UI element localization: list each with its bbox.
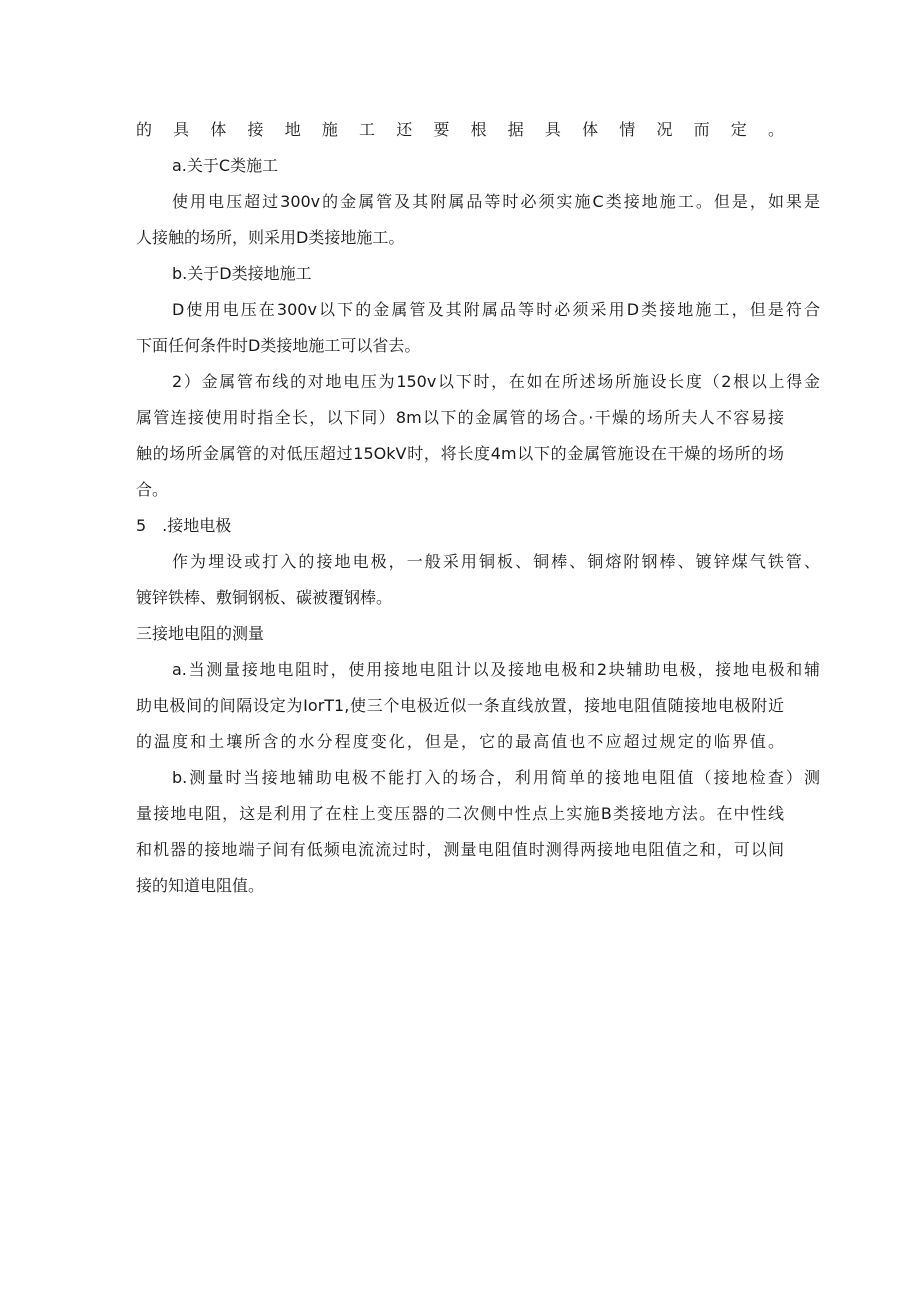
paragraph-c-class-line-2: 人接触的场所，则采用D类接地施工。 bbox=[136, 228, 405, 247]
paragraph-electrode-line-1: 作为埋设或打入的接地电极，一般采用铜板、铜棒、铜熔附钢棒、镀锌煤气铁管、 bbox=[172, 552, 820, 571]
paragraph-measurement-b-line-4: 接的知道电阻值。 bbox=[136, 876, 265, 895]
paragraph-measurement-a-line-2: 助电极间的间隔设定为IorT1,使三个电极近似一条直线放置，接地电阻值随接地电极附近 bbox=[136, 696, 784, 715]
paragraph-conduit-line-3: 触的场所金属管的对低压超过15OkV时，将长度4m以下的金属管施设在干燥的场所的场 bbox=[136, 444, 784, 463]
paragraph-continuation: 的具体接地施工还要根据具体情况而定。 bbox=[136, 120, 784, 139]
subheading-d-class: b.关于D类接地施工 bbox=[172, 264, 312, 283]
section-heading-electrode: 5 .接地电极 bbox=[136, 516, 232, 535]
paragraph-d-class-line-1: D使用电压在300v以下的金属管及其附属品等时必须采用D类接地施工，但是符合 bbox=[172, 300, 820, 319]
paragraph-measurement-a-line-1: a.当测量接地电阻时，使用接地电阻计以及接地电极和2块辅助电极，接地电极和辅 bbox=[172, 660, 820, 679]
paragraph-electrode-line-2: 镀锌铁棒、敷铜钢板、碳被覆钢棒。 bbox=[136, 588, 393, 607]
paragraph-measurement-a-line-3: 的温度和土壤所含的水分程度变化，但是，它的最高值也不应超过规定的临界值。 bbox=[136, 732, 784, 751]
section-heading-measurement: 三接地电阻的测量 bbox=[136, 624, 265, 643]
paragraph-measurement-b-line-2: 量接地电阻，这是利用了在柱上变压器的二次侧中性点上实施B类接地方法。在中性线 bbox=[136, 804, 784, 823]
paragraph-conduit-line-4: 合。 bbox=[136, 480, 169, 499]
paragraph-c-class-line-1: 使用电压超过300v的金属管及其附属品等时必须实施C类接地施工。但是，如果是 bbox=[172, 192, 820, 211]
paragraph-measurement-b-line-1: b.测量时当接地辅助电极不能打入的场合，利用简单的接地电阻值（接地检查）测 bbox=[172, 768, 820, 787]
paragraph-d-class-line-2: 下面任何条件时D类接地施工可以省去。 bbox=[136, 336, 421, 355]
paragraph-measurement-b-line-3: 和机器的接地端子间有低频电流流过时，测量电阻值时测得两接地电阻值之和，可以间 bbox=[136, 840, 784, 859]
paragraph-conduit-line-1: 2）金属管布线的对地电压为150v以下时，在如在所述场所施设长度（2根以上得金 bbox=[172, 372, 820, 391]
document-page bbox=[136, 112, 820, 904]
paragraph-conduit-line-2: 属管连接使用时指全长，以下同）8m以下的金属管的场合。·干燥的场所夫人不容易接 bbox=[136, 408, 784, 427]
subheading-c-class: a.关于C类施工 bbox=[172, 156, 279, 175]
